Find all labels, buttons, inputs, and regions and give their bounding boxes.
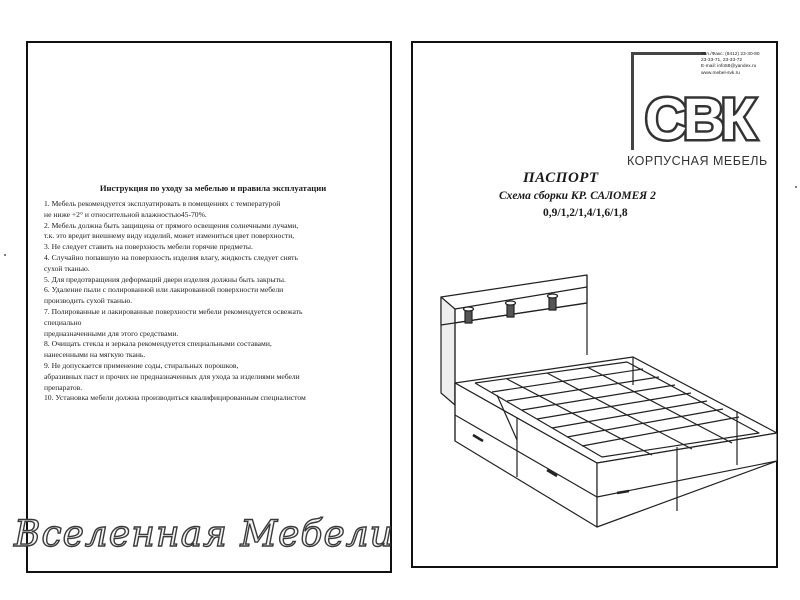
care-instruction-line: специально — [44, 317, 82, 327]
bed-sizes: 0,9/1,2/1,4/1,6/1,8 — [543, 207, 628, 219]
care-instruction-line: 7. Полированные и лакированные поверхности мебели рекомендуется освежать — [44, 306, 303, 316]
care-instructions-list — [44, 199, 384, 404]
care-instruction-line: 3. Не следует ставить на поверхность мебели горячие предметы. — [44, 242, 253, 252]
care-instruction-line: производить сухой тканью. — [44, 296, 133, 306]
scan-speck — [4, 254, 6, 256]
watermark-text: Вселенная Мебели — [14, 514, 394, 555]
care-instruction-line: 4. Случайно попавшую на поверхность изделия влагу, жидкость следует снять — [44, 252, 298, 262]
care-instructions-title: Инструкция по уходу за мебелью и правила эксплуатации — [99, 183, 327, 193]
contact-line: 23-33-71, 23-33-72 — [701, 58, 743, 64]
contact-info — [701, 52, 776, 77]
care-instruction-line: 9. Не допускается применение соды, стиральных порошков, — [44, 360, 239, 370]
company-logo: СВК — [645, 87, 753, 152]
care-instruction-line: т.к. это вредит внешнему виду изделий, может измениться цвет поверхности, — [44, 231, 295, 241]
care-instruction-line: нанесенными на мягкую ткань. — [44, 350, 146, 360]
passport-title: ПАСПОРТ — [523, 170, 599, 186]
contact-line: www.mebel-svk.ru — [701, 70, 740, 76]
passport-page — [411, 41, 778, 568]
care-instruction-line: 6. Удаление пыли с полированной или лакированной поверхности мебели — [44, 285, 284, 295]
contact-line: Тел./Факс: (8412) 23-30-80 — [701, 52, 760, 57]
care-instruction-line: 1. Мебель рекомендуется эксплуатировать в помещениях с температурой — [44, 199, 281, 208]
care-instruction-line: 2. Мебель должна быть защищена от прямого освещения солнечными лучами, — [44, 220, 299, 230]
care-instruction-line: предназначенными для этого средствами. — [44, 328, 179, 338]
bed-drawing — [437, 265, 777, 535]
contact-line: E-mail: info58@yandex.ru — [701, 64, 757, 70]
care-instruction-line: 5. Для предотвращения деформаций двери изделия должны быть закрыты. — [44, 274, 286, 284]
care-instruction-line: 10. Установка мебели должна производиться квалифицированным специалистом — [44, 393, 306, 403]
care-instruction-line: препаратов. — [44, 382, 83, 392]
scan-speck — [795, 186, 797, 188]
logo-subtitle: КОРПУСНАЯ МЕБЕЛЬ — [627, 154, 768, 168]
care-instructions-page — [26, 41, 392, 573]
care-instruction-line: сухой тканью. — [44, 263, 90, 273]
care-instruction-line: 8. Очищать стекла и зеркала рекомендуется специальными составами, — [44, 339, 272, 349]
care-instruction-line: не ниже +2° и относительной влажностью45-70%. — [44, 209, 207, 219]
care-instruction-line: абразивных паст и прочих не предназначенных для ухода за изделиями мебели — [44, 371, 300, 381]
assembly-scheme-line: Схема сборки КР. САЛОМЕЯ 2 — [499, 190, 656, 202]
